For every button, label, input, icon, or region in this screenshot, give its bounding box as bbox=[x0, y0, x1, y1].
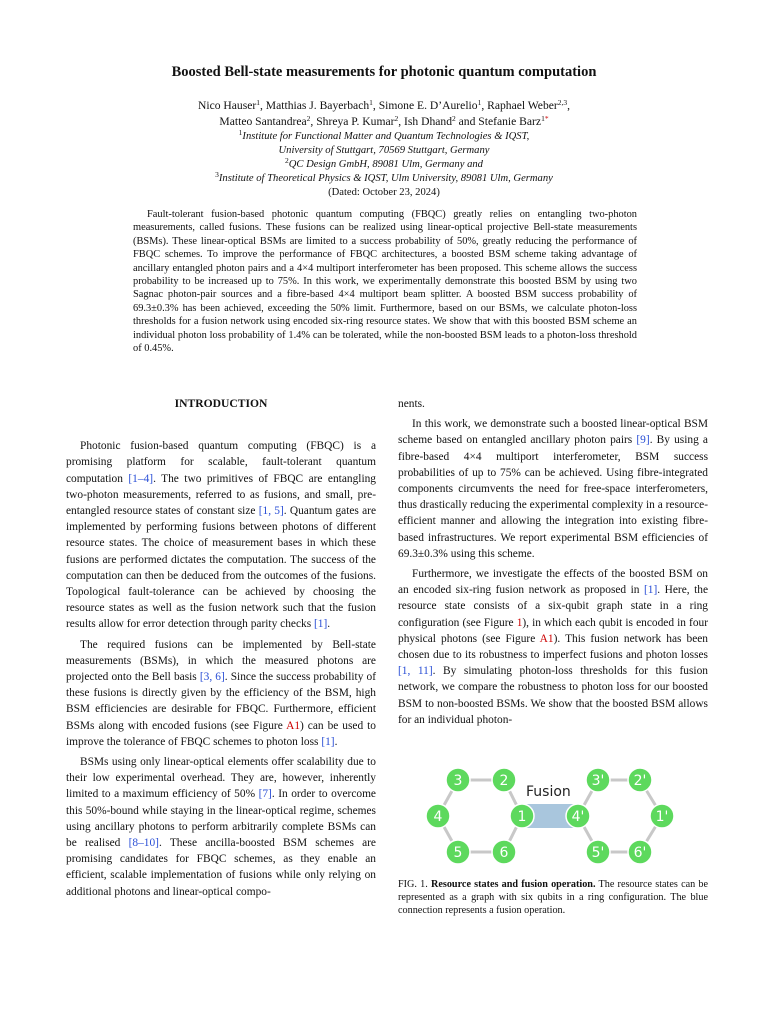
body-paragraph bbox=[398, 396, 708, 412]
body-text: ). This fusion network has been chosen due to its robustness to imperfect fusions and photon losses bbox=[398, 632, 708, 662]
left-column-body bbox=[66, 438, 376, 900]
author-separator: , bbox=[567, 99, 571, 112]
fusion-label: Fusion bbox=[526, 784, 571, 800]
figure-reference-link[interactable]: A1 bbox=[286, 719, 301, 732]
body-text: . Here, the resource state consists of a six-qubit graph state in a ring configuration (see Figure bbox=[398, 584, 709, 629]
author-affiliation-mark: 1 bbox=[477, 98, 482, 107]
affiliation-text: Institute of Theoretical Physics & IQST, Ulm University, 89081 Ulm, Germany bbox=[218, 173, 553, 184]
body-text: ), in which each qubit is encoded in four physical photons (see Figure bbox=[398, 616, 709, 645]
body-text: . Since the success probability of these fusions is directly given by the efficiency of the BSM, high BSM efficiencies are desirable for FBQC. Furthermore, efficient BSMs along with encoded fusions (see Figure bbox=[66, 671, 376, 732]
citation-link[interactable]: [1] bbox=[313, 618, 328, 631]
citation-link[interactable]: [9] bbox=[636, 434, 650, 447]
citation-link[interactable]: [1, 5] bbox=[258, 505, 284, 518]
author-separator: , bbox=[398, 115, 405, 128]
author-name: Stefanie Barz bbox=[478, 115, 542, 128]
affiliation-number: 1 bbox=[238, 128, 243, 137]
author-list bbox=[0, 98, 768, 130]
affiliation-line bbox=[0, 130, 768, 144]
body-text: . By using a fibre-based 4×4 multiport interferometer, BSM success probabilities of up to 75% can be achieved. Using fibre-integrated components circumvents the need for free-space interferometers, thus drastically reducing the experimental complexity in a resource-efficient manner and allowing the integration into existing fibre-based infrastructures. We report experimental BSM efficiencies of 69.3±0.3% using this scheme. bbox=[398, 434, 708, 560]
body-text: BSMs using only linear-optical elements offer scalability due to their low experimental overhead. They are, however, inherently limited to a maximum efficiency of 50% bbox=[66, 756, 376, 801]
qubit-node-label: 1 bbox=[517, 809, 527, 825]
author-name: Shreya P. Kumar bbox=[316, 115, 395, 128]
figure-1-caption bbox=[398, 878, 708, 917]
affiliation-text: Institute for Functional Matter and Quantum Technologies & IQST, bbox=[242, 131, 530, 142]
body-text: . bbox=[327, 618, 331, 631]
author-affiliation-mark: 1 bbox=[256, 98, 260, 107]
author-separator: , bbox=[310, 115, 317, 128]
author-affiliation-mark: 2 bbox=[452, 114, 456, 123]
author-name: Simone E. D’Aurelio bbox=[378, 99, 478, 112]
caption-title: Resource states and fusion operation. bbox=[430, 879, 596, 890]
paper-title: Boosted Bell-state measurements for photonic quantum computation bbox=[171, 64, 597, 80]
author-name: Ish Dhand bbox=[404, 115, 452, 128]
body-text: . These ancilla-boosted BSM schemes are promising candidates for FBQC schemes, as they enable an efficient, scalable implementation of fusions while only relying on additional photons and linear-optical compo- bbox=[66, 837, 376, 898]
affiliation-line bbox=[0, 172, 768, 186]
author-line-2 bbox=[0, 114, 768, 130]
right-column bbox=[398, 396, 708, 732]
citation-link[interactable]: [7] bbox=[258, 788, 272, 801]
author-separator: , bbox=[260, 99, 266, 112]
abstract: Fault-tolerant fusion-based photonic quantum computing (FBQC) greatly relies on entangling two-photon measurements, called fusions. These fusions can be realized using linear-optical projective Bell-state measurements (BSMs). These linear-optical BSMs are limited to a success probability of 50%, greatly reducing the performance of FBQC schemes. To improve the performance of FBQC architectures, a boosted BSM scheme taking advantage of ancillary entangled photon pairs and a 4×4 multiport interferometer has been proposed. This scheme allows the success probability to be increased up to 75%. In this work, we experimentally demonstrate this boosted BSM by using two Sagnac photon-pair sources and a fibre-based 4×4 multiport beam splitter. A boosted BSM success probability of 69.3±0.3% has been achieved, exceeding the 50% limit. Furthermore, based on our BSMs, we calculate photon-loss thresholds for a fusion network using encoded six-ring resource states. We show that with this boosted BSM scheme an individual photon loss probability of 1.4% can be tolerated, while the non-boosted BSM leads to a photon-loss threshold of 0.45%. bbox=[133, 209, 637, 355]
citation-link[interactable]: [8–10] bbox=[128, 837, 159, 850]
author-affiliation-mark: 2 bbox=[394, 114, 399, 123]
section-heading-introduction: INTRODUCTION bbox=[174, 397, 268, 410]
affiliation-line bbox=[0, 158, 768, 172]
body-text: . By simulating photon-loss thresholds for this fusion network, we compare the robustness to photon loss for our boosted BSM to non-boosted BSMs. We show that the boosted BSM allows for an individual photon- bbox=[398, 665, 708, 726]
caption-text: The resource states can be represented as a graph with six qubits in a ring configuration. The blue connection represents a fusion operation. bbox=[398, 879, 709, 916]
affiliation-text: University of Stuttgart, 70569 Stuttgart, Germany bbox=[278, 145, 490, 156]
corresponding-author-mark: * bbox=[544, 114, 549, 123]
citation-link[interactable]: [1] bbox=[643, 584, 658, 597]
citation-link[interactable]: [1] bbox=[321, 735, 335, 748]
qubit-node-label: 3 bbox=[453, 773, 463, 789]
author-name: Nico Hauser bbox=[197, 99, 257, 112]
figure-1-ring-graphs bbox=[412, 760, 712, 870]
author-separator: , bbox=[372, 99, 379, 112]
body-text: In this work, we demonstrate such a boosted linear-optical BSM scheme based on entangled ancillary photon pairs bbox=[398, 418, 708, 447]
citation-link[interactable]: [1, 11] bbox=[398, 665, 433, 678]
qubit-node-label: 4' bbox=[571, 809, 585, 825]
body-text: Furthermore, we investigate the effects of the boosted BSM on an encoded six-ring fusion network as proposed in bbox=[398, 568, 708, 597]
body-text: . The two primitives of FBQC are entangling two-photon measurements, referred to as fusions, and small, pre-entangled resource states of constant size bbox=[66, 472, 376, 518]
body-paragraph bbox=[66, 438, 376, 632]
body-text: The required fusions can be implemented by Bell-state measurements (BSMs), in which the measured photons are projected onto the Bell basis bbox=[66, 638, 376, 684]
author-affiliation-mark: 1 bbox=[541, 114, 545, 123]
qubit-node-label: 2' bbox=[633, 773, 647, 789]
body-text: . In order to overcome this 50%-bound while staying in the linear-optical regime, schemes using ancillary photons to perform arbitrarily complete BSMs can be realised bbox=[66, 788, 376, 850]
qubit-node-label: 3' bbox=[591, 773, 605, 789]
citation-link[interactable]: [3, 6] bbox=[199, 671, 225, 684]
author-name: Raphael Weber bbox=[487, 99, 558, 112]
affiliation-number: 2 bbox=[285, 156, 289, 165]
author-separator: and bbox=[455, 115, 479, 128]
body-paragraph bbox=[66, 754, 376, 900]
body-paragraph bbox=[398, 566, 708, 728]
body-paragraph bbox=[66, 637, 376, 750]
body-text: . Quantum gates are implemented by performing fusions between photons of different resource states. The choice of measurement bases in which these fusions are performed dictates the computation. The success of the computation can then be deduced from the outcomes of the fusions. Topological fault-tolerance can be achieved by choosing the resource states as well as the fusion network such that the fusion results allow for error detection through parity checks bbox=[66, 505, 377, 631]
affiliation-line bbox=[0, 144, 768, 158]
body-text: Photonic fusion-based quantum computing (FBQC) is a promising platform for scalable, fault-tolerant quantum computation bbox=[66, 440, 376, 485]
affiliation-number: 3 bbox=[215, 170, 219, 179]
qubit-node-label: 6' bbox=[633, 845, 647, 861]
author-name: Matthias J. Bayerbach bbox=[265, 99, 370, 112]
qubit-node-label: 2 bbox=[499, 773, 509, 789]
author-affiliation-mark: 1 bbox=[369, 98, 373, 107]
qubit-node-label: 5 bbox=[453, 845, 463, 861]
author-affiliation-mark: 2 bbox=[306, 114, 311, 123]
body-text: . bbox=[334, 735, 338, 748]
figure-reference-link[interactable]: A1 bbox=[539, 632, 554, 645]
qubit-node-label: 5' bbox=[591, 845, 605, 861]
author-separator: , bbox=[481, 99, 488, 112]
caption-label: FIG. 1. bbox=[398, 879, 428, 890]
citation-link[interactable]: [1–4] bbox=[128, 472, 154, 485]
qubit-node-label: 6 bbox=[499, 845, 509, 861]
body-text: nents. bbox=[398, 398, 425, 410]
author-affiliation-mark: 2,3 bbox=[557, 98, 568, 107]
affiliation-text: QC Design GmbH, 89081 Ulm, Germany and bbox=[288, 159, 483, 170]
right-column-body bbox=[398, 396, 708, 728]
affiliations bbox=[0, 130, 768, 200]
figure-reference-link[interactable]: 1 bbox=[516, 616, 523, 629]
body-text: ) can be used to improve the tolerance of FBQC schemes to photon loss bbox=[66, 719, 376, 748]
dated-line: (Dated: October 23, 2024) bbox=[328, 187, 440, 198]
qubit-node-label: 1' bbox=[655, 809, 669, 825]
qubit-node-label: 4 bbox=[433, 809, 443, 825]
author-line-1 bbox=[0, 98, 768, 114]
affiliation-lines bbox=[0, 130, 768, 186]
left-column bbox=[66, 396, 376, 904]
body-paragraph bbox=[398, 416, 708, 562]
author-name: Matteo Santandrea bbox=[219, 115, 307, 128]
